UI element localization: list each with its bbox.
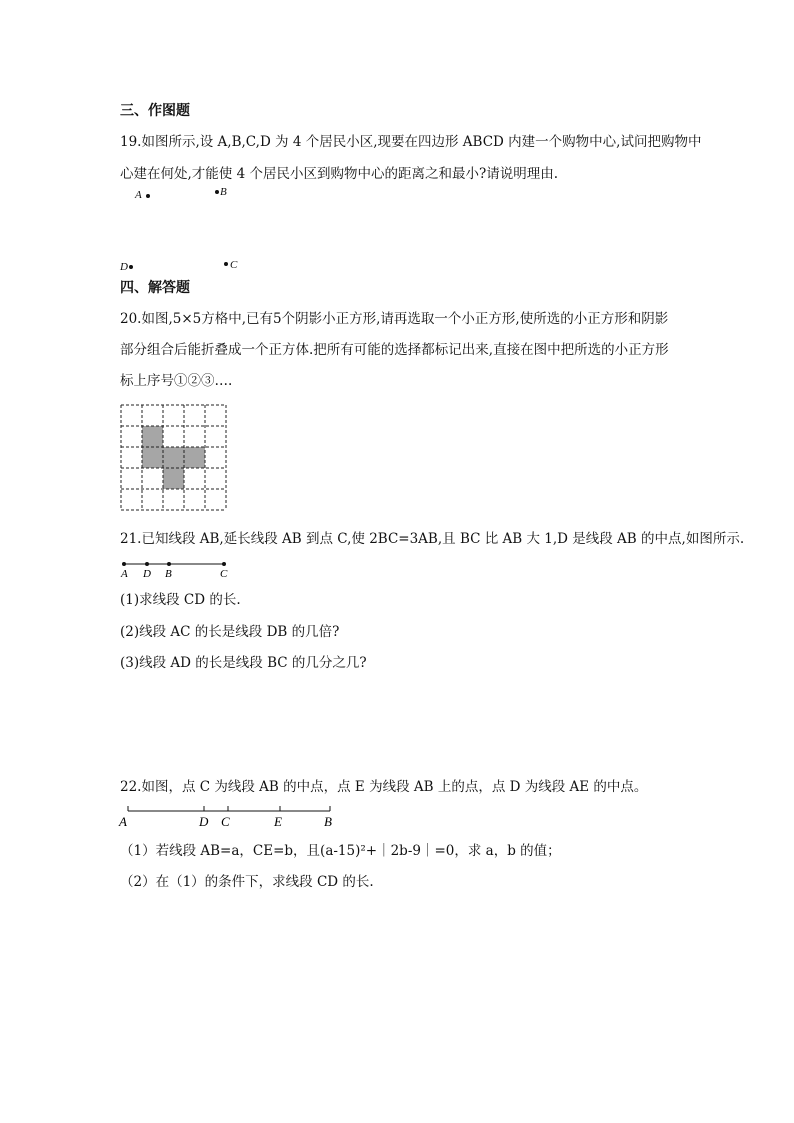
point-c-dot	[224, 262, 228, 266]
q22-label-d: D	[199, 814, 209, 829]
q21-label-b: B	[165, 568, 172, 580]
q22-part2: （2）在（1）的条件下，求线段 CD 的长.	[120, 874, 374, 890]
point-d-dot	[129, 265, 133, 269]
shaded-square	[163, 468, 184, 489]
q21-text-line1: 21.已知线段 AB,延长线段 AB 到点 C,使 2BC=3AB,且 BC 比 AB 大 1,D 是线段 AB 的中点,如图所示.	[120, 531, 745, 547]
q22-text-line1: 22.如图，点 C 为线段 AB 的中点，点 E 为线段 AB 上的点，点 D 为线段 AE 的中点。	[120, 779, 648, 795]
point-label-d: D	[120, 261, 128, 273]
q22-label-a: A	[119, 814, 127, 829]
q21-part2: (2)线段 AC 的长是线段 DB 的几倍?	[120, 624, 340, 640]
section-heading-drawing: 三、作图题	[120, 103, 190, 119]
q21-point-c	[222, 562, 226, 566]
q21-point-b	[167, 562, 171, 566]
q21-label-c: C	[220, 568, 228, 580]
q21-point-d	[145, 562, 149, 566]
q22-segment-figure	[118, 805, 338, 829]
q21-point-a	[122, 562, 126, 566]
q20-text-line2: 部分组合后能折叠成一个正方体.把所有可能的选择都标记出来,直接在图中把所选的小正方形	[120, 342, 669, 358]
q21-segment-figure	[118, 558, 238, 580]
point-label-c: C	[230, 259, 238, 271]
q19-text-line1: 19.如图所示,设 A,B,C,D 为 4 个居民小区,现要在四边形 ABCD 内建一个购物中心,试问把购物中	[120, 134, 702, 150]
q21-part1: (1)求线段 CD 的长.	[120, 592, 241, 608]
point-label-b: B	[220, 186, 227, 198]
q20-text-line1: 20.如图,5×5方格中,已有5个阴影小正方形,请再选取一个小正方形,使所选的小正方形和阴影	[120, 311, 669, 327]
shaded-square	[142, 447, 163, 468]
section-heading-answers: 四、解答题	[120, 280, 190, 296]
q22-part1: （1）若线段 AB=a，CE=b，且(a-15)²+｜2b-9｜=0，求 a，b 的值；	[120, 843, 561, 859]
q20-grid-figure	[120, 404, 228, 512]
q22-label-b: B	[324, 814, 332, 829]
q21-label-a: A	[121, 568, 128, 580]
shaded-square	[184, 447, 205, 468]
point-b-dot	[215, 190, 219, 194]
q19-text-line2: 心建在何处,才能使 4 个居民小区到购物中心的距离之和最小?请说明理由.	[120, 166, 558, 182]
point-a-dot	[146, 194, 150, 198]
q22-label-c: C	[221, 814, 230, 829]
q21-label-d: D	[143, 568, 151, 580]
q20-text-line3: 标上序号①②③….	[120, 373, 233, 389]
shaded-square	[163, 447, 184, 468]
q21-part3: (3)线段 AD 的长是线段 BC 的几分之几?	[120, 655, 367, 671]
shaded-square	[142, 426, 163, 447]
q22-label-e: E	[274, 814, 282, 829]
point-label-a: A	[135, 189, 142, 201]
